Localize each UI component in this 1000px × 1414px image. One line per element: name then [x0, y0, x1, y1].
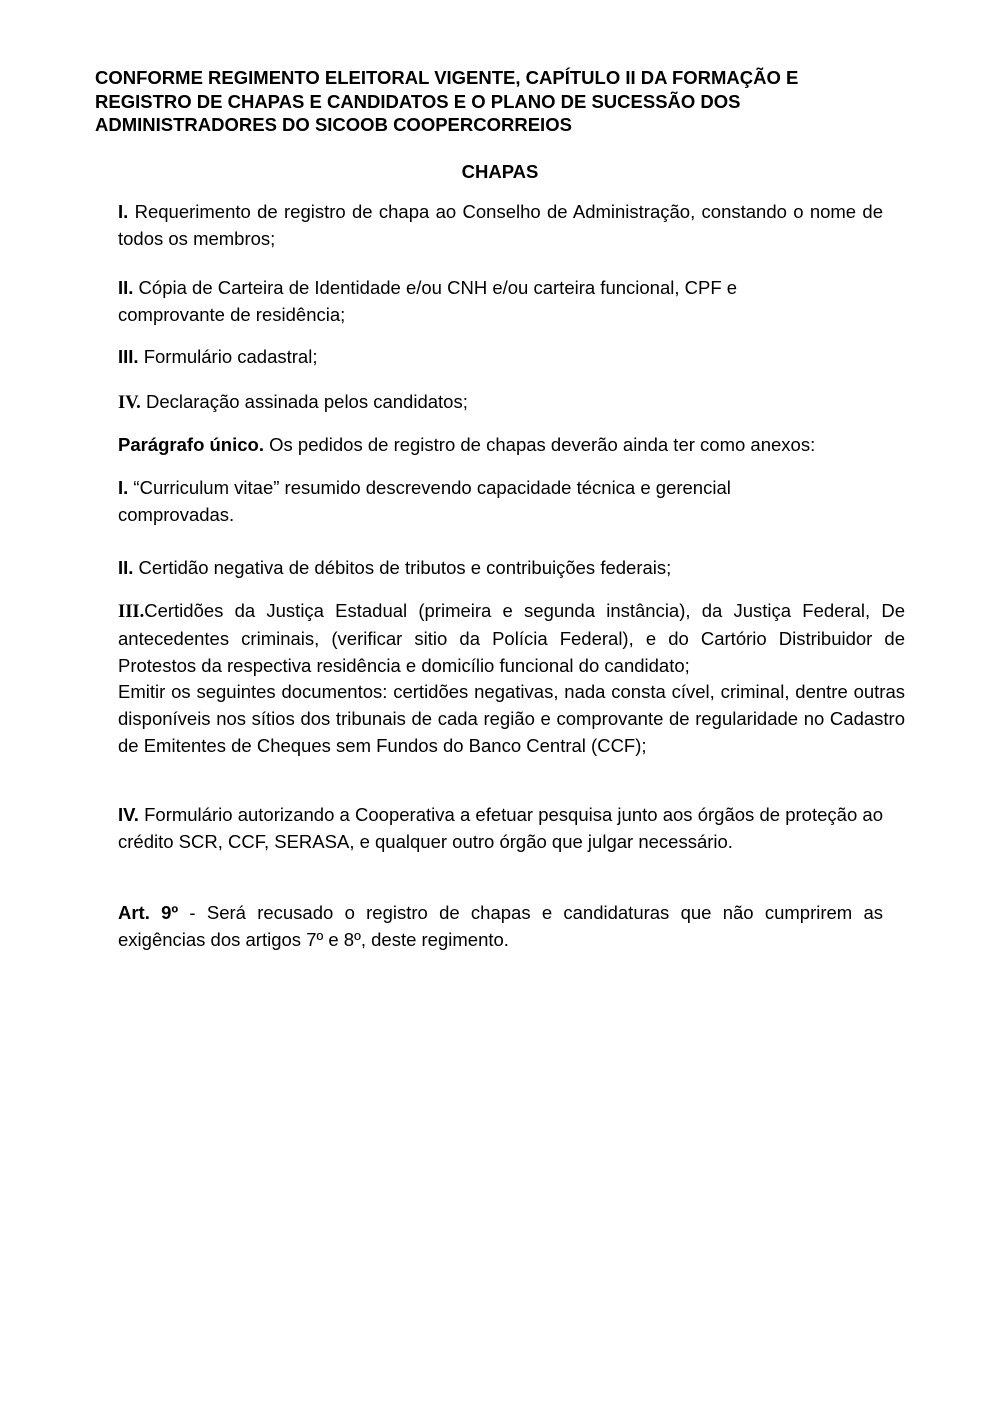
item-ii	[118, 275, 808, 329]
item-label: III.	[118, 346, 139, 367]
anexo-label: I.	[118, 477, 129, 498]
item-iv	[118, 389, 908, 417]
anexo-text: Formulário autorizando a Cooperativa a efetuar pesquisa junto aos órgãos de proteção ao crédito SCR, CCF, SERASA, e qualquer outro órgão que julgar necessário.	[118, 804, 883, 852]
anexo-iii	[118, 598, 905, 760]
item-text: Cópia de Carteira de Identidade e/ou CNH e/ou carteira funcional, CPF e comprovante de residência;	[118, 277, 738, 325]
anexo-extra-text: Emitir os seguintes documentos: certidões negativas, nada consta cível, criminal, dentre outras disponíveis nos sítios dos tribunais de cada região e comprovante de regularidade no Cadastro de Emitentes de Cheques sem Fundos do Banco Central (CCF);	[118, 681, 905, 756]
item-label: II.	[118, 277, 134, 298]
anexo-text: Certidões da Justiça Estadual (primeira e segunda instância), da Justiça Federal, De antecedentes criminais, (verificar sitio da Polícia Federal), e do Cartório Distribuidor de Protestos da respectiva residência e domicílio funcional do candidato;	[118, 600, 905, 676]
artigo-label: Art. 9º	[118, 902, 179, 923]
section-heading: CHAPAS	[461, 161, 539, 182]
item-i	[118, 199, 883, 253]
anexo-text: Certidão negativa de débitos de tributos e contribuições federais;	[133, 557, 672, 578]
item-label: I.	[118, 201, 129, 222]
item-label: IV.	[118, 393, 141, 413]
anexo-ii	[118, 555, 908, 582]
item-text: Requerimento de registro de chapa ao Conselho de Administração, constando o nome de todos os membros;	[118, 201, 883, 249]
anexo-iv	[118, 802, 883, 856]
artigo-text: - Será recusado o registro de chapas e candidaturas que não cumprirem as exigências dos artigos 7º e 8º, deste regimento.	[118, 902, 884, 950]
document-title: CONFORME REGIMENTO ELEITORAL VIGENTE, CAPÍTULO II DA FORMAÇÃO E REGISTRO DE CHAPAS E CANDIDATOS E O PLANO DE SUCESSÃO DOS ADMINISTRADORES DO SICOOB COOPERCORREIOS	[95, 67, 799, 135]
item-text: Declaração assinada pelos candidatos;	[140, 391, 468, 412]
anexo-label: IV.	[118, 804, 139, 825]
paragrafo-unico	[118, 432, 908, 459]
anexo-i	[118, 475, 798, 529]
item-text: Formulário cadastral;	[138, 346, 318, 367]
anexo-label: III.	[118, 602, 145, 622]
anexo-text: “Curriculum vitae” resumido descrevendo capacidade técnica e gerencial comprovadas.	[118, 477, 731, 525]
item-iii	[118, 344, 908, 371]
paragrafo-label: Parágrafo único.	[118, 434, 264, 455]
paragrafo-text: Os pedidos de registro de chapas deverão ainda ter como anexos:	[263, 434, 816, 455]
artigo-9	[118, 900, 883, 954]
anexo-label: II.	[118, 557, 134, 578]
